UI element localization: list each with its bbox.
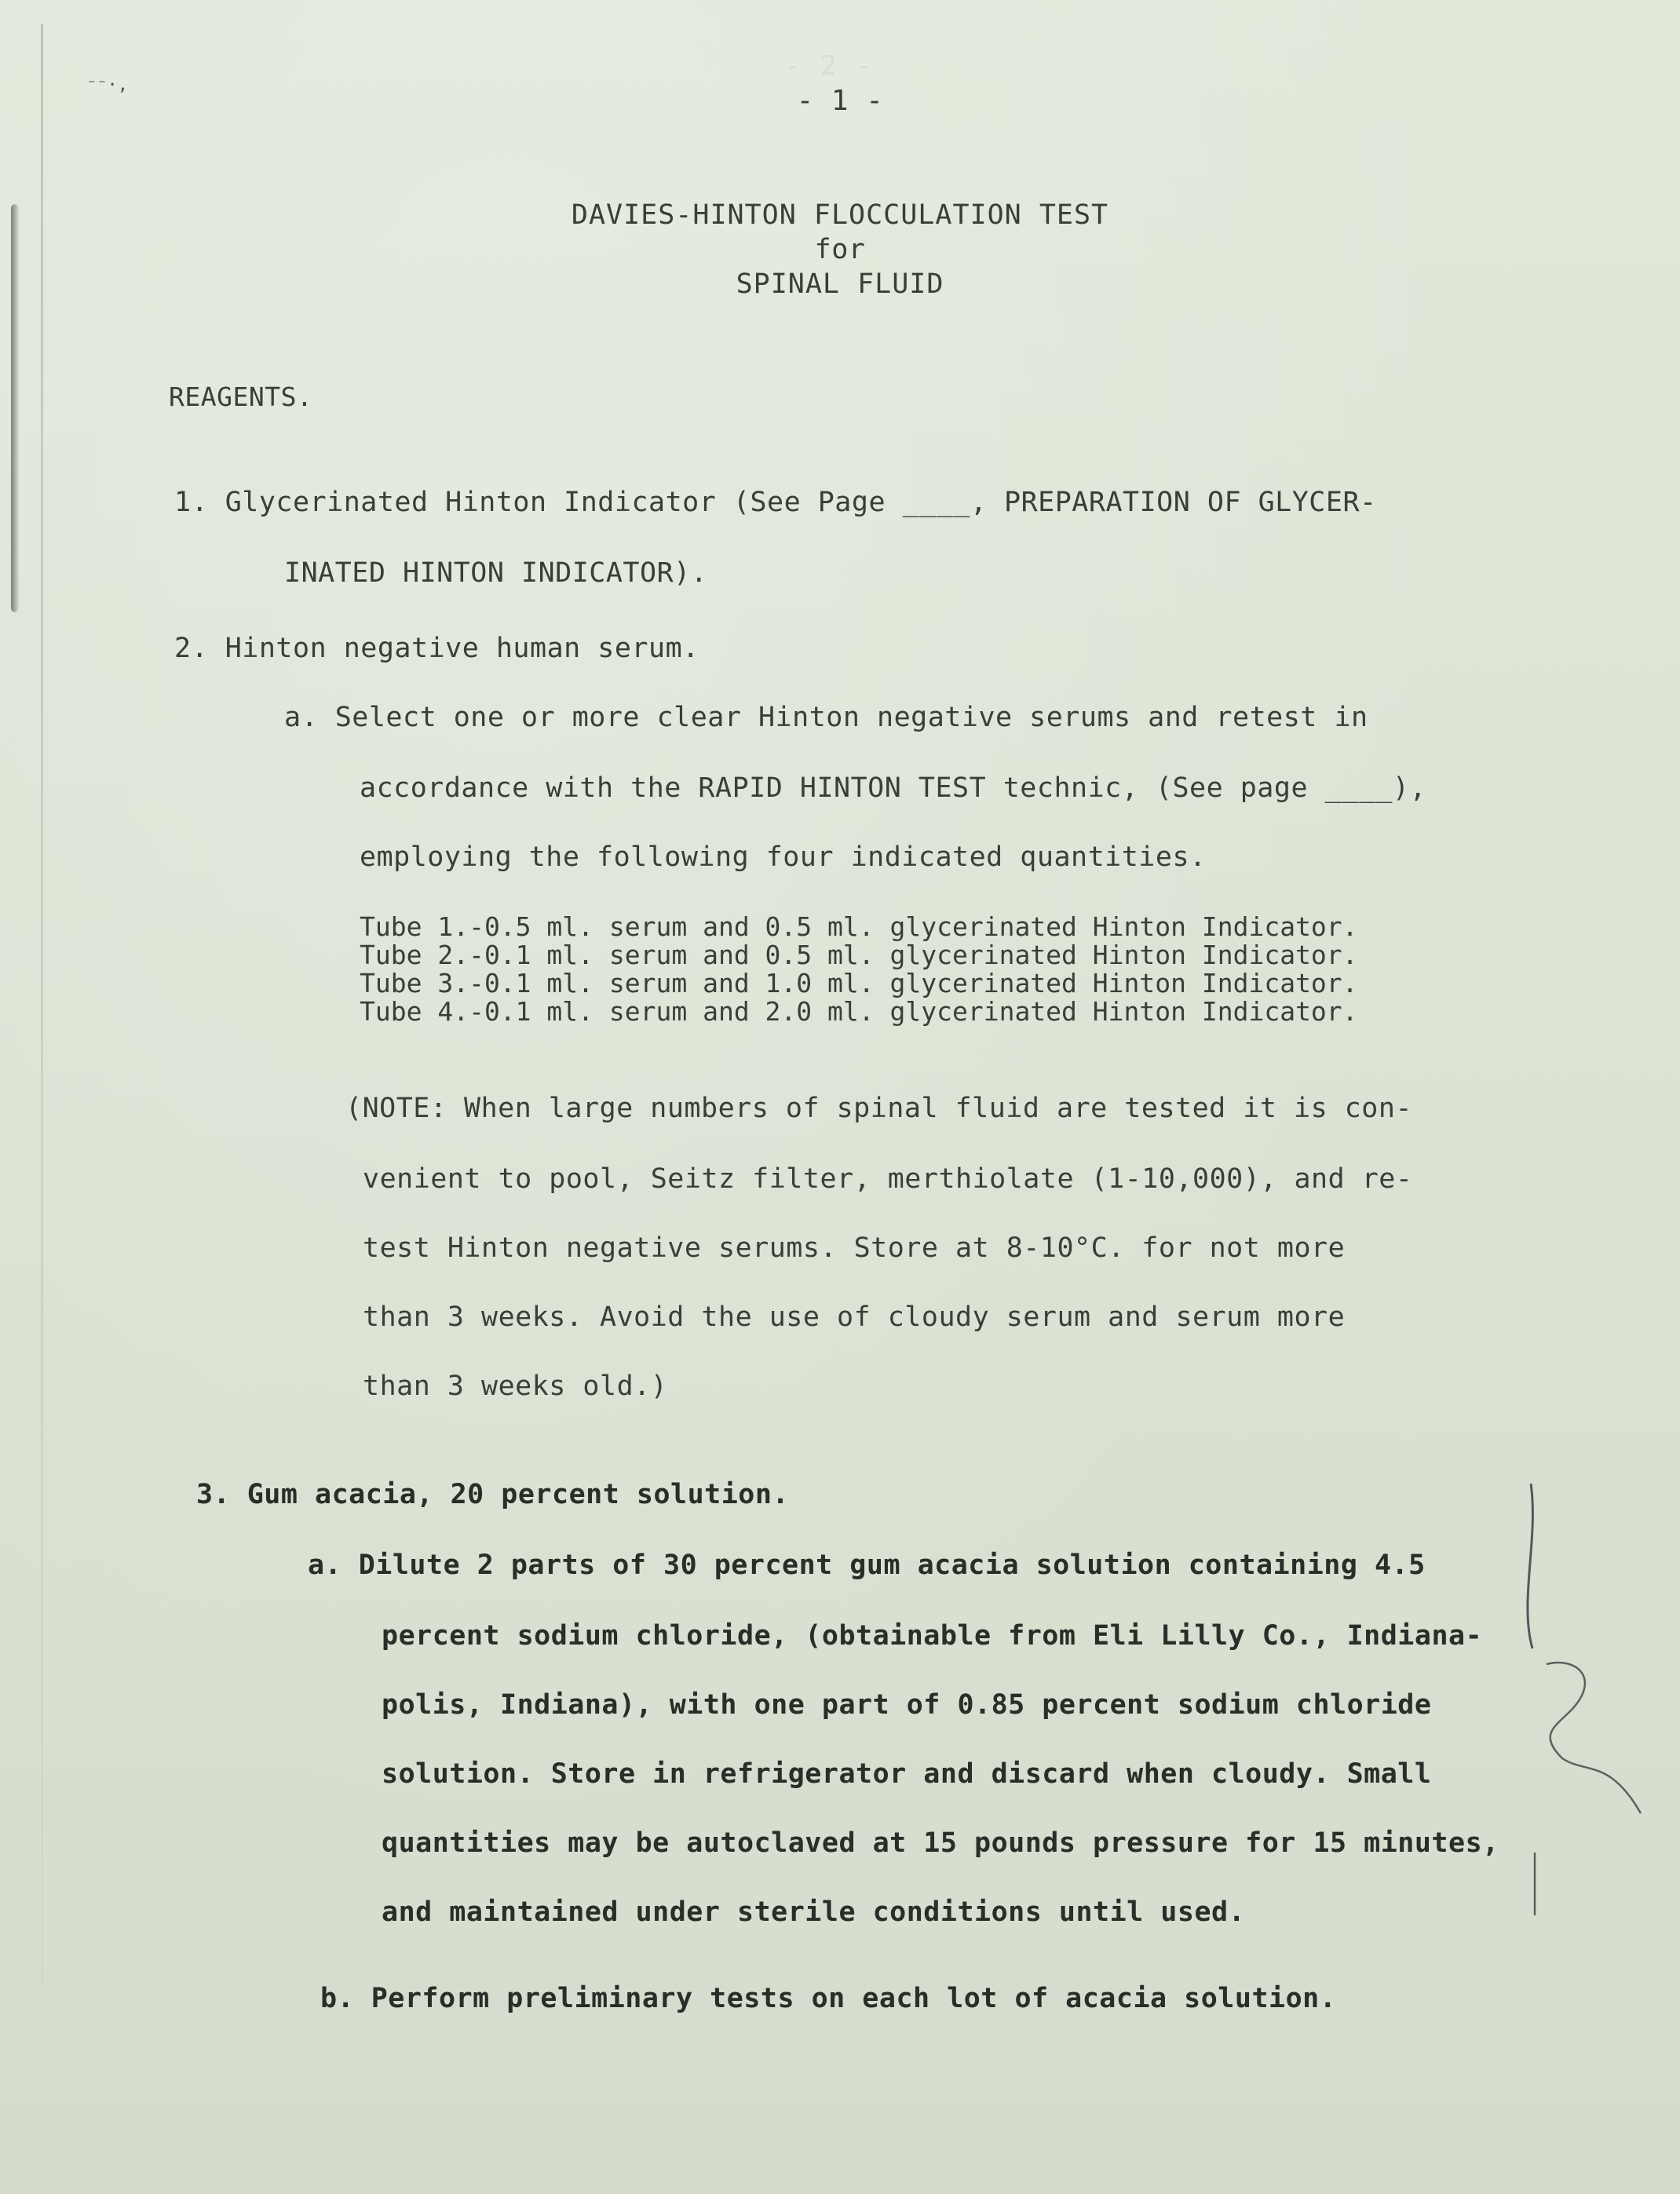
reagents-heading: REAGENTS. (169, 381, 313, 412)
page-edge-shadow (41, 24, 43, 1986)
title-line-1: DAVIES-HINTON FLOCCULATION TEST (571, 199, 1109, 231)
note-line5: than 3 weeks old.) (363, 1371, 668, 1402)
note-line3: test Hinton negative serums. Store at 8-10°C. for not more (363, 1232, 1346, 1264)
item3-a-line2: percent sodium chloride, (obtainable from Eli Lilly Co., Indiana- (382, 1620, 1483, 1652)
item1-line2: INATED HINTON INDICATOR). (284, 557, 708, 589)
item2-a-line2: accordance with the RAPID HINTON TEST technic, (See page ____), (360, 772, 1427, 804)
tube-line: Tube 2.-0.1 ml. serum and 0.5 ml. glycerinated Hinton Indicator. (360, 940, 1358, 970)
item3-b-line1: b. Perform preliminary tests on each lot of acacia solution. (320, 1983, 1337, 2014)
item3-a-line4: solution. Store in refrigerator and discard when cloudy. Small (382, 1758, 1432, 1790)
title-line-3: SPINAL FLUID (736, 268, 944, 300)
note-line1: (NOTE: When large numbers of spinal fluid are tested it is con- (345, 1093, 1413, 1124)
bleed-through-page-number: - 2 - (785, 50, 874, 82)
item3-a-line3: polis, Indiana), with one part of 0.85 percent sodium chloride (382, 1689, 1432, 1721)
item3-a-line1: a. Dilute 2 parts of 30 percent gum acacia solution containing 4.5 (308, 1550, 1426, 1581)
tube-line: Tube 3.-0.1 ml. serum and 1.0 ml. glycerinated Hinton Indicator. (360, 968, 1358, 998)
item1-line1: 1. Glycerinated Hinton Indicator (See Page ____, PREPARATION OF GLYCER- (174, 487, 1377, 518)
item2-line1: 2. Hinton negative human serum. (174, 633, 699, 664)
page-number: - 1 - (796, 85, 884, 117)
corner-mark: ⁻⁻·, (86, 75, 128, 95)
item2-a-line1: a. Select one or more clear Hinton negative serums and retest in (284, 702, 1368, 733)
binding-mark (11, 204, 19, 612)
item3-line1: 3. Gum acacia, 20 percent solution. (196, 1479, 790, 1510)
tube-line: Tube 1.-0.5 ml. serum and 0.5 ml. glycerinated Hinton Indicator. (360, 911, 1358, 942)
item3-a-line6: and maintained under sterile conditions until used. (382, 1896, 1246, 1928)
title-line-2: for (814, 234, 866, 265)
note-line4: than 3 weeks. Avoid the use of cloudy serum and serum more (363, 1301, 1346, 1333)
item3-a-line5: quantities may be autoclaved at 15 pounds pressure for 15 minutes, (382, 1827, 1499, 1859)
handwritten-margin-annotation (1523, 1476, 1664, 1915)
tube-line: Tube 4.-0.1 ml. serum and 2.0 ml. glycerinated Hinton Indicator. (360, 996, 1358, 1027)
tube-list (360, 913, 1358, 1026)
item2-a-line3: employing the following four indicated quantities. (360, 841, 1207, 873)
note-line2: venient to pool, Seitz filter, merthiolate (1-10,000), and re- (363, 1163, 1413, 1195)
